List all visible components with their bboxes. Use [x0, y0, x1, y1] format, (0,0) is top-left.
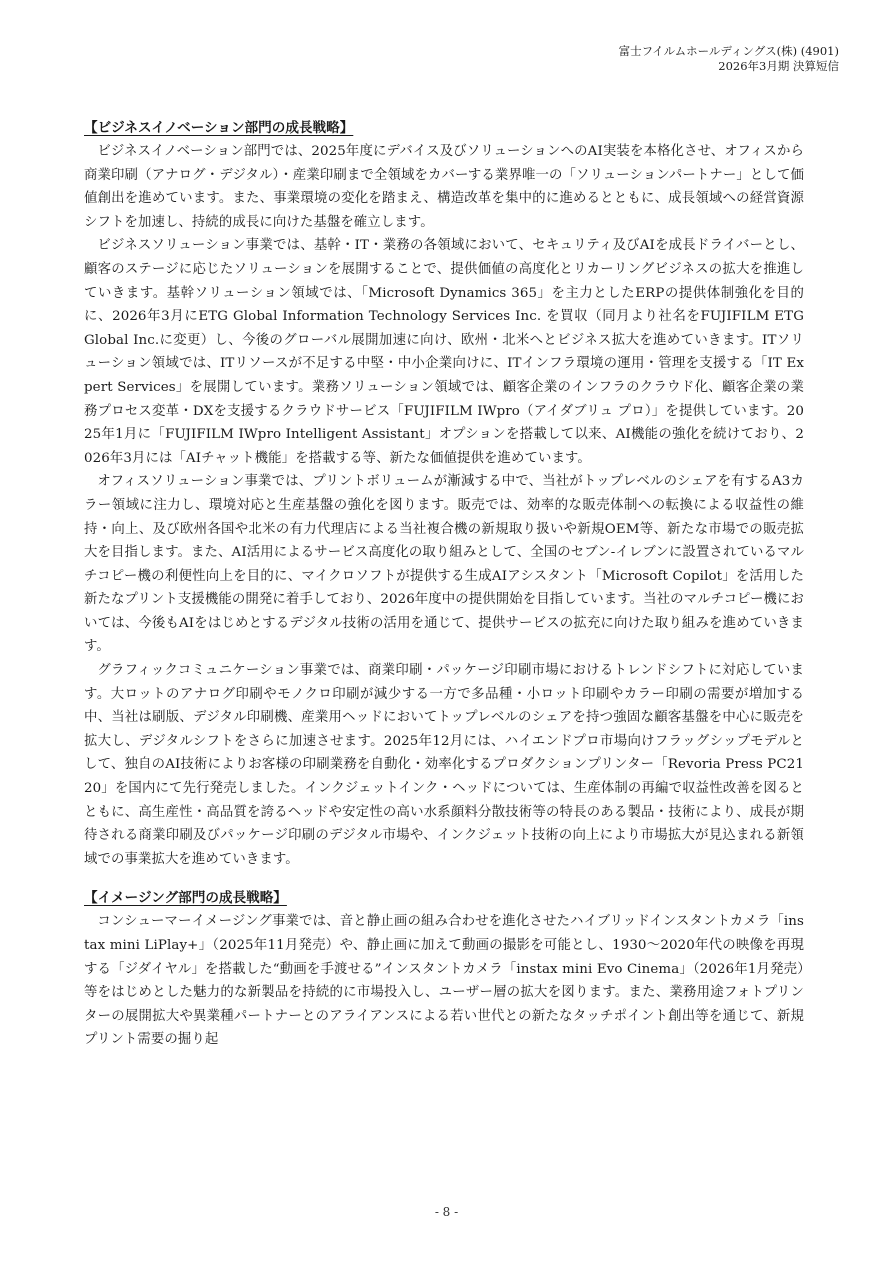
paragraph: グラフィックコミュニケーション事業では、商業印刷・パッケージ印刷市場におけるトレンドシフトに対応しています。大ロットのアナログ印刷やモノクロ印刷が減少する一方で多品種・小ロット印刷やカラー印刷の需要が増加する中、当社は刷版、デジタル印刷機、産業用ヘッドにおいてトップレベルのシェアを持つ強固な顧客基盤を中心に販売を拡大し、デジタルシフトをさらに加速させます。2025年12月には、ハイエンドプロ市場向けフラッグシップモデルとして、独自のAI技術によりお客様の印刷業務を自動化・効率化するプロダクションプリンター「Revoria Press PC2120」を国内にて先行発売しました。インクジェットインク・ヘッドについては、生産体制の再編で収益性改善を図るとともに、高生産性・高品質を誇るヘッドや安定性の高い水系顔料分散技術等の特長のある製品・技術により、成長が期待される商業印刷及びパッケージ印刷のデジタル市場や、インクジェット技術の向上により市場拡大が見込まれる新領域での事業拡大を進めていきます。	[84, 663, 804, 867]
business-innovation-section	[84, 116, 804, 871]
paragraph: コンシューマーイメージング事業では、音と静止画の組み合わせを進化させたハイブリッドインスタントカメラ「instax mini LiPlay+」（2025年11月発売）や、静止画に加えて動画の撮影を可能とし、1930～2020年代の映像を再現する「ジダイヤル」を搭載した“動画を手渡せる”インスタントカメラ「instax mini Evo Cinema」（2026年1月発売）等をはじめとした魅力的な新製品を持続的に市場投入し、ユーザー層の拡大を図ります。また、業務用途フォトプリンターの展開拡大や異業種パートナーとのアライアンスによる若い世代との新たなタッチポイント創出等を通じて、新規プリント需要の掘り起	[84, 914, 804, 1048]
page-number: - 8 -	[434, 1205, 459, 1219]
paragraph: ビジネスソリューション事業では、基幹・IT・業務の各領域において、セキュリティ及びAIを成長ドライバーとし、顧客のステージに応じたソリューションを展開することで、提供価値の高度化とリカーリングビジネスの拡大を推進していきます。基幹ソリューション領域では、「Microsoft Dynamics 365」を主力としたERPの提供体制強化を目的に、2026年3月にETG Global Information Technology Services Inc. を買収（同月より社名をFUJIFILM ETG Global Inc.に変更）し、今後のグローバル展開加速に向け、欧州・北米へとビジネス拡大を進めていきます。ITソリューション領域では、ITリソースが不足する中堅・中小企業向けに、ITインフラ環境の運用・管理を支援する「IT Expert Services」を展開しています。業務ソリューション領域では、顧客企業のインフラのクラウド化、顧客企業の業務プロセス変革・DXを支援するクラウドサービス「FUJIFILM IWpro（アイダブリュ プロ）」を提供しています。2025年1月に「FUJIFILM IWpro Intelligent Assistant」オプションを搭載して以来、AI機能の強化を続けており、2026年3月には「AIチャット機能」を搭載する等、新たな価値提供を進めています。	[84, 238, 804, 466]
company-name: 富士フイルムホールディングス(株) (4901)	[618, 44, 839, 58]
imaging-section	[84, 886, 804, 1052]
section-spacer	[84, 871, 804, 886]
section-title: 【イメージング部門の成長戦略】	[84, 890, 287, 907]
section-title: 【ビジネスイノベーション部門の成長戦略】	[84, 120, 354, 136]
document-header	[619, 44, 839, 74]
paragraph: ビジネスイノベーション部門では、2025年度にデバイス及びソリューションへのAI実装を本格化させ、オフィスから商業印刷（アナログ・デジタル）・産業印刷まで全領域をカバーする業界唯一の「ソリューションパートナー」として価値創出を進めています。また、事業環境の変化を踏まえ、構造改革を集中的に進めるとともに、成長領域への経営資源シフトを加速し、持続的成長に向けた基盤を確立します。	[84, 144, 804, 230]
paragraph: オフィスソリューション事業では、プリントボリュームが漸減する中で、当社がトップレベルのシェアを有するA3カラー領域に注力し、環境対応と生産基盤の強化を図ります。販売では、効率的な販売体制への転換による収益性の維持・向上、及び欧州各国や北米の有力代理店による当社複合機の新規取り扱いや新規OEM等、新たな市場での販売拡大を目指します。また、AI活用によるサービス高度化の取り組みとして、全国のセブン-イレブンに設置されているマルチコピー機の利便性向上を目的に、マイクロソフトが提供する生成AIアシスタント「Microsoft Copilot」を活用した新たなプリント支援機能の開発に着手しており、2026年度中の提供開始を目指しています。当社のマルチコピー機においては、今後もAIをはじめとするデジタル技術の活用を通じて、提供サービスの拡充に向けた取り組みを進めていきます。	[84, 474, 804, 655]
report-title: 2026年3月期 決算短信	[718, 59, 839, 73]
document-body	[84, 116, 804, 1052]
